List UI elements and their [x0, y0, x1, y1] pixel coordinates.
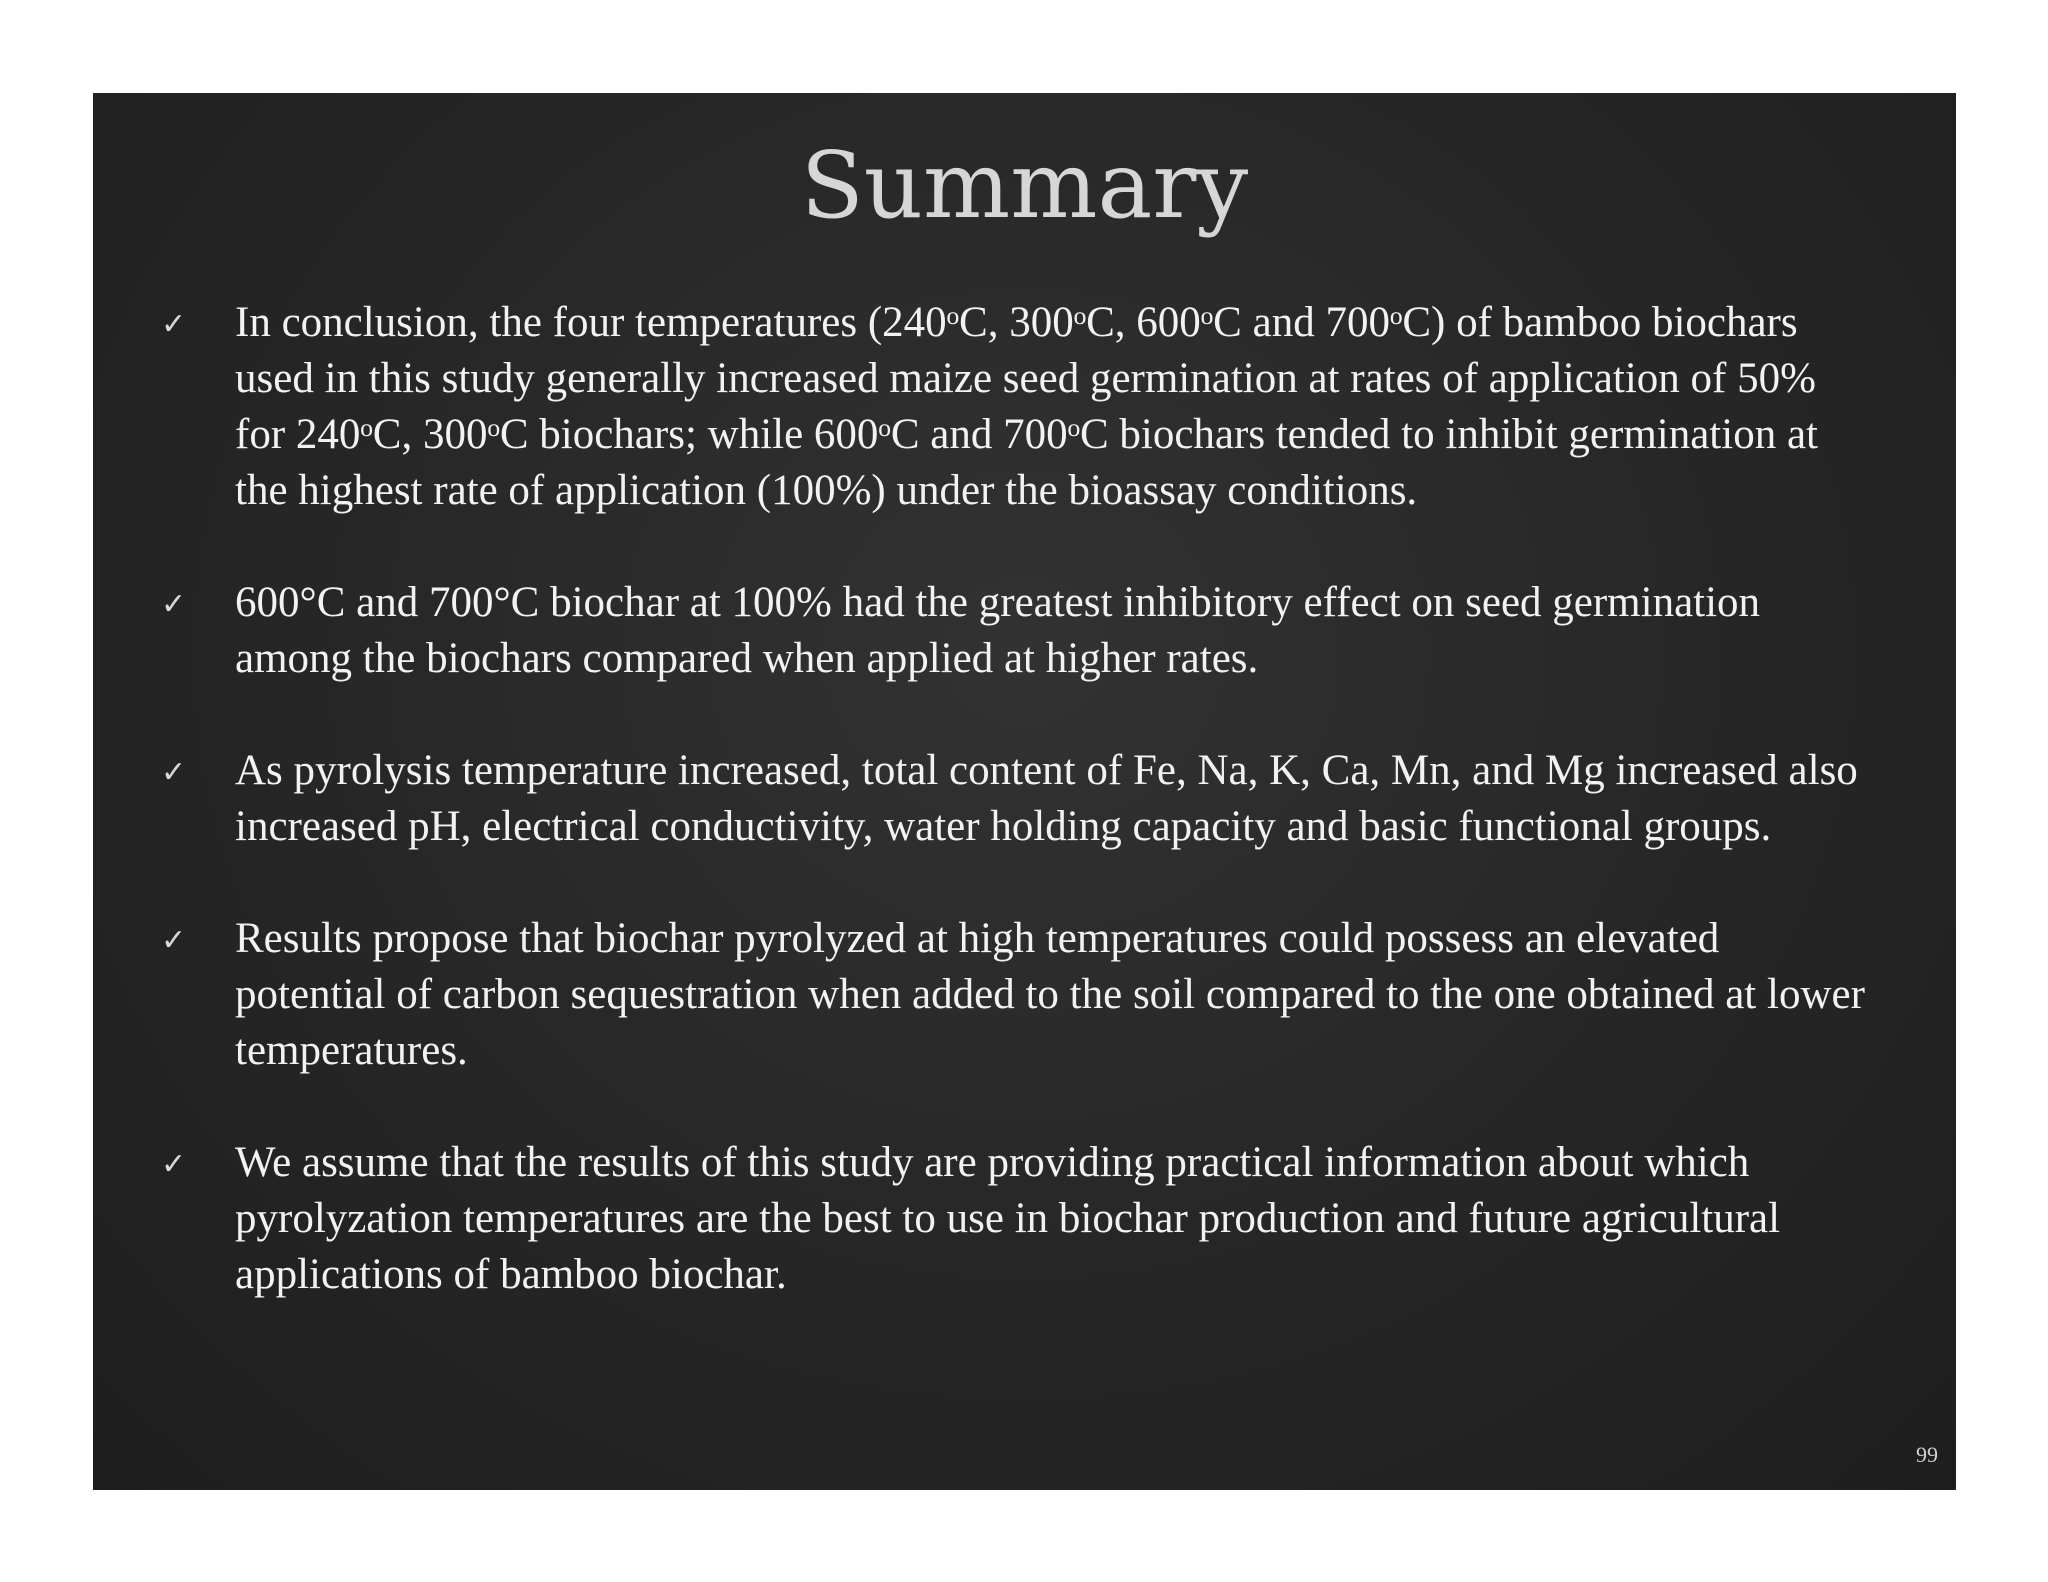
bullet-text: Results propose that biochar pyrolyzed at high temperatures could possess an elevated potential of carbon sequestration when added to the soil compared to the one obtained at lower temperatures. [235, 915, 1865, 1074]
slide [93, 93, 1956, 1490]
bullet-item [93, 743, 1956, 855]
bullet-list [93, 295, 1956, 1359]
check-icon: ✓ [161, 307, 187, 342]
bullet-text: We assume that the results of this study are providing practical information about which pyrolyzation temperatures are the best to use in biochar production and future agricultural applications of bamboo biochar. [235, 1139, 1781, 1298]
check-icon: ✓ [161, 923, 187, 958]
bullet-item [93, 295, 1956, 519]
bullet-text: 600°C and 700°C biochar at 100% had the greatest inhibitory effect on seed germination among the biochars compared when applied at higher rates. [235, 579, 1761, 682]
bullet-text: In conclusion, the four temperatures (240ᵒC, 300ᵒC, 600ᵒC and 700ᵒC) of bamboo biochars used in this study generally increased maize seed germination at rates of application of 50% for 240ᵒC, 300ᵒC biochars; while 600ᵒC and 700ᵒC biochars tended to inhibit germination at the highest rate of application (100%) under the bioassay conditions. [235, 299, 1818, 514]
check-icon: ✓ [161, 1147, 187, 1182]
check-icon: ✓ [161, 755, 187, 790]
slide-title: Summary [800, 132, 1249, 239]
bullet-item [93, 575, 1956, 687]
bullet-text: As pyrolysis temperature increased, total content of Fe, Na, K, Ca, Mn, and Mg increased also increased pH, electrical conductivity, water holding capacity and basic functional groups. [235, 747, 1858, 850]
check-icon: ✓ [161, 587, 187, 622]
bullet-item [93, 1135, 1956, 1303]
page-number: 99 [1916, 1442, 1938, 1467]
bullet-item [93, 911, 1956, 1079]
